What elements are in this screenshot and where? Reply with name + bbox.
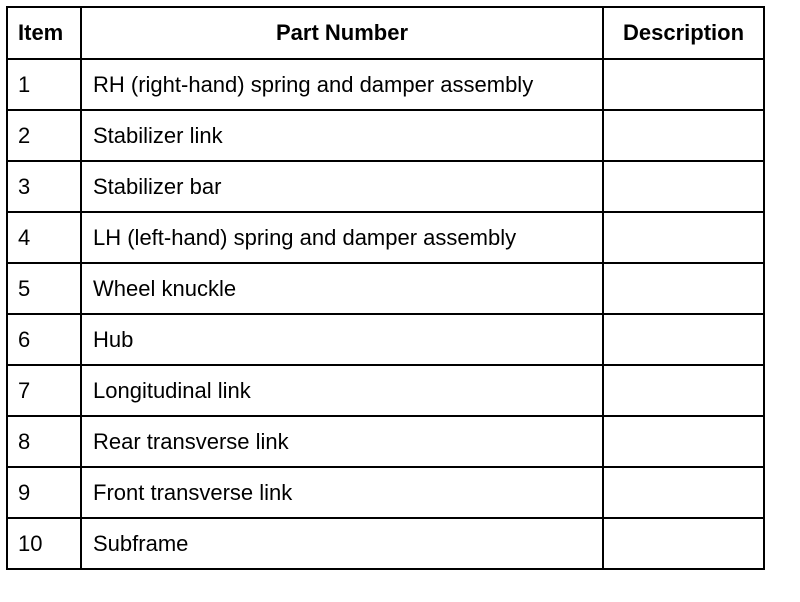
description-cell (603, 161, 764, 212)
part-number-cell: Hub (81, 314, 603, 365)
table-body (7, 59, 764, 569)
item-number-cell: 3 (7, 161, 81, 212)
item-number-cell: 7 (7, 365, 81, 416)
item-number-cell: 4 (7, 212, 81, 263)
table-row (7, 314, 764, 365)
description-cell (603, 212, 764, 263)
part-number-cell: Front transverse link (81, 467, 603, 518)
item-number-cell: 10 (7, 518, 81, 569)
description-cell (603, 416, 764, 467)
table-row (7, 467, 764, 518)
description-cell (603, 110, 764, 161)
item-number-cell: 6 (7, 314, 81, 365)
parts-table (6, 6, 765, 570)
table-row (7, 161, 764, 212)
table-row (7, 59, 764, 110)
table-row (7, 263, 764, 314)
item-number-cell: 9 (7, 467, 81, 518)
item-number-cell: 5 (7, 263, 81, 314)
part-number-cell: RH (right-hand) spring and damper assembly (81, 59, 603, 110)
item-number-cell: 1 (7, 59, 81, 110)
description-cell (603, 314, 764, 365)
description-cell (603, 365, 764, 416)
part-number-cell: Longitudinal link (81, 365, 603, 416)
table-row (7, 416, 764, 467)
description-cell (603, 59, 764, 110)
column-header-part-number: Part Number (81, 7, 603, 59)
part-number-cell: Stabilizer bar (81, 161, 603, 212)
table-header-row (7, 7, 764, 59)
table-row (7, 212, 764, 263)
description-cell (603, 467, 764, 518)
description-cell (603, 518, 764, 569)
column-header-item: Item (7, 7, 81, 59)
part-number-cell: Stabilizer link (81, 110, 603, 161)
item-number-cell: 2 (7, 110, 81, 161)
table-row (7, 518, 764, 569)
column-header-description: Description (603, 7, 764, 59)
part-number-cell: LH (left-hand) spring and damper assembly (81, 212, 603, 263)
item-number-cell: 8 (7, 416, 81, 467)
part-number-cell: Rear transverse link (81, 416, 603, 467)
part-number-cell: Subframe (81, 518, 603, 569)
table-row (7, 110, 764, 161)
table-row (7, 365, 764, 416)
description-cell (603, 263, 764, 314)
part-number-cell: Wheel knuckle (81, 263, 603, 314)
